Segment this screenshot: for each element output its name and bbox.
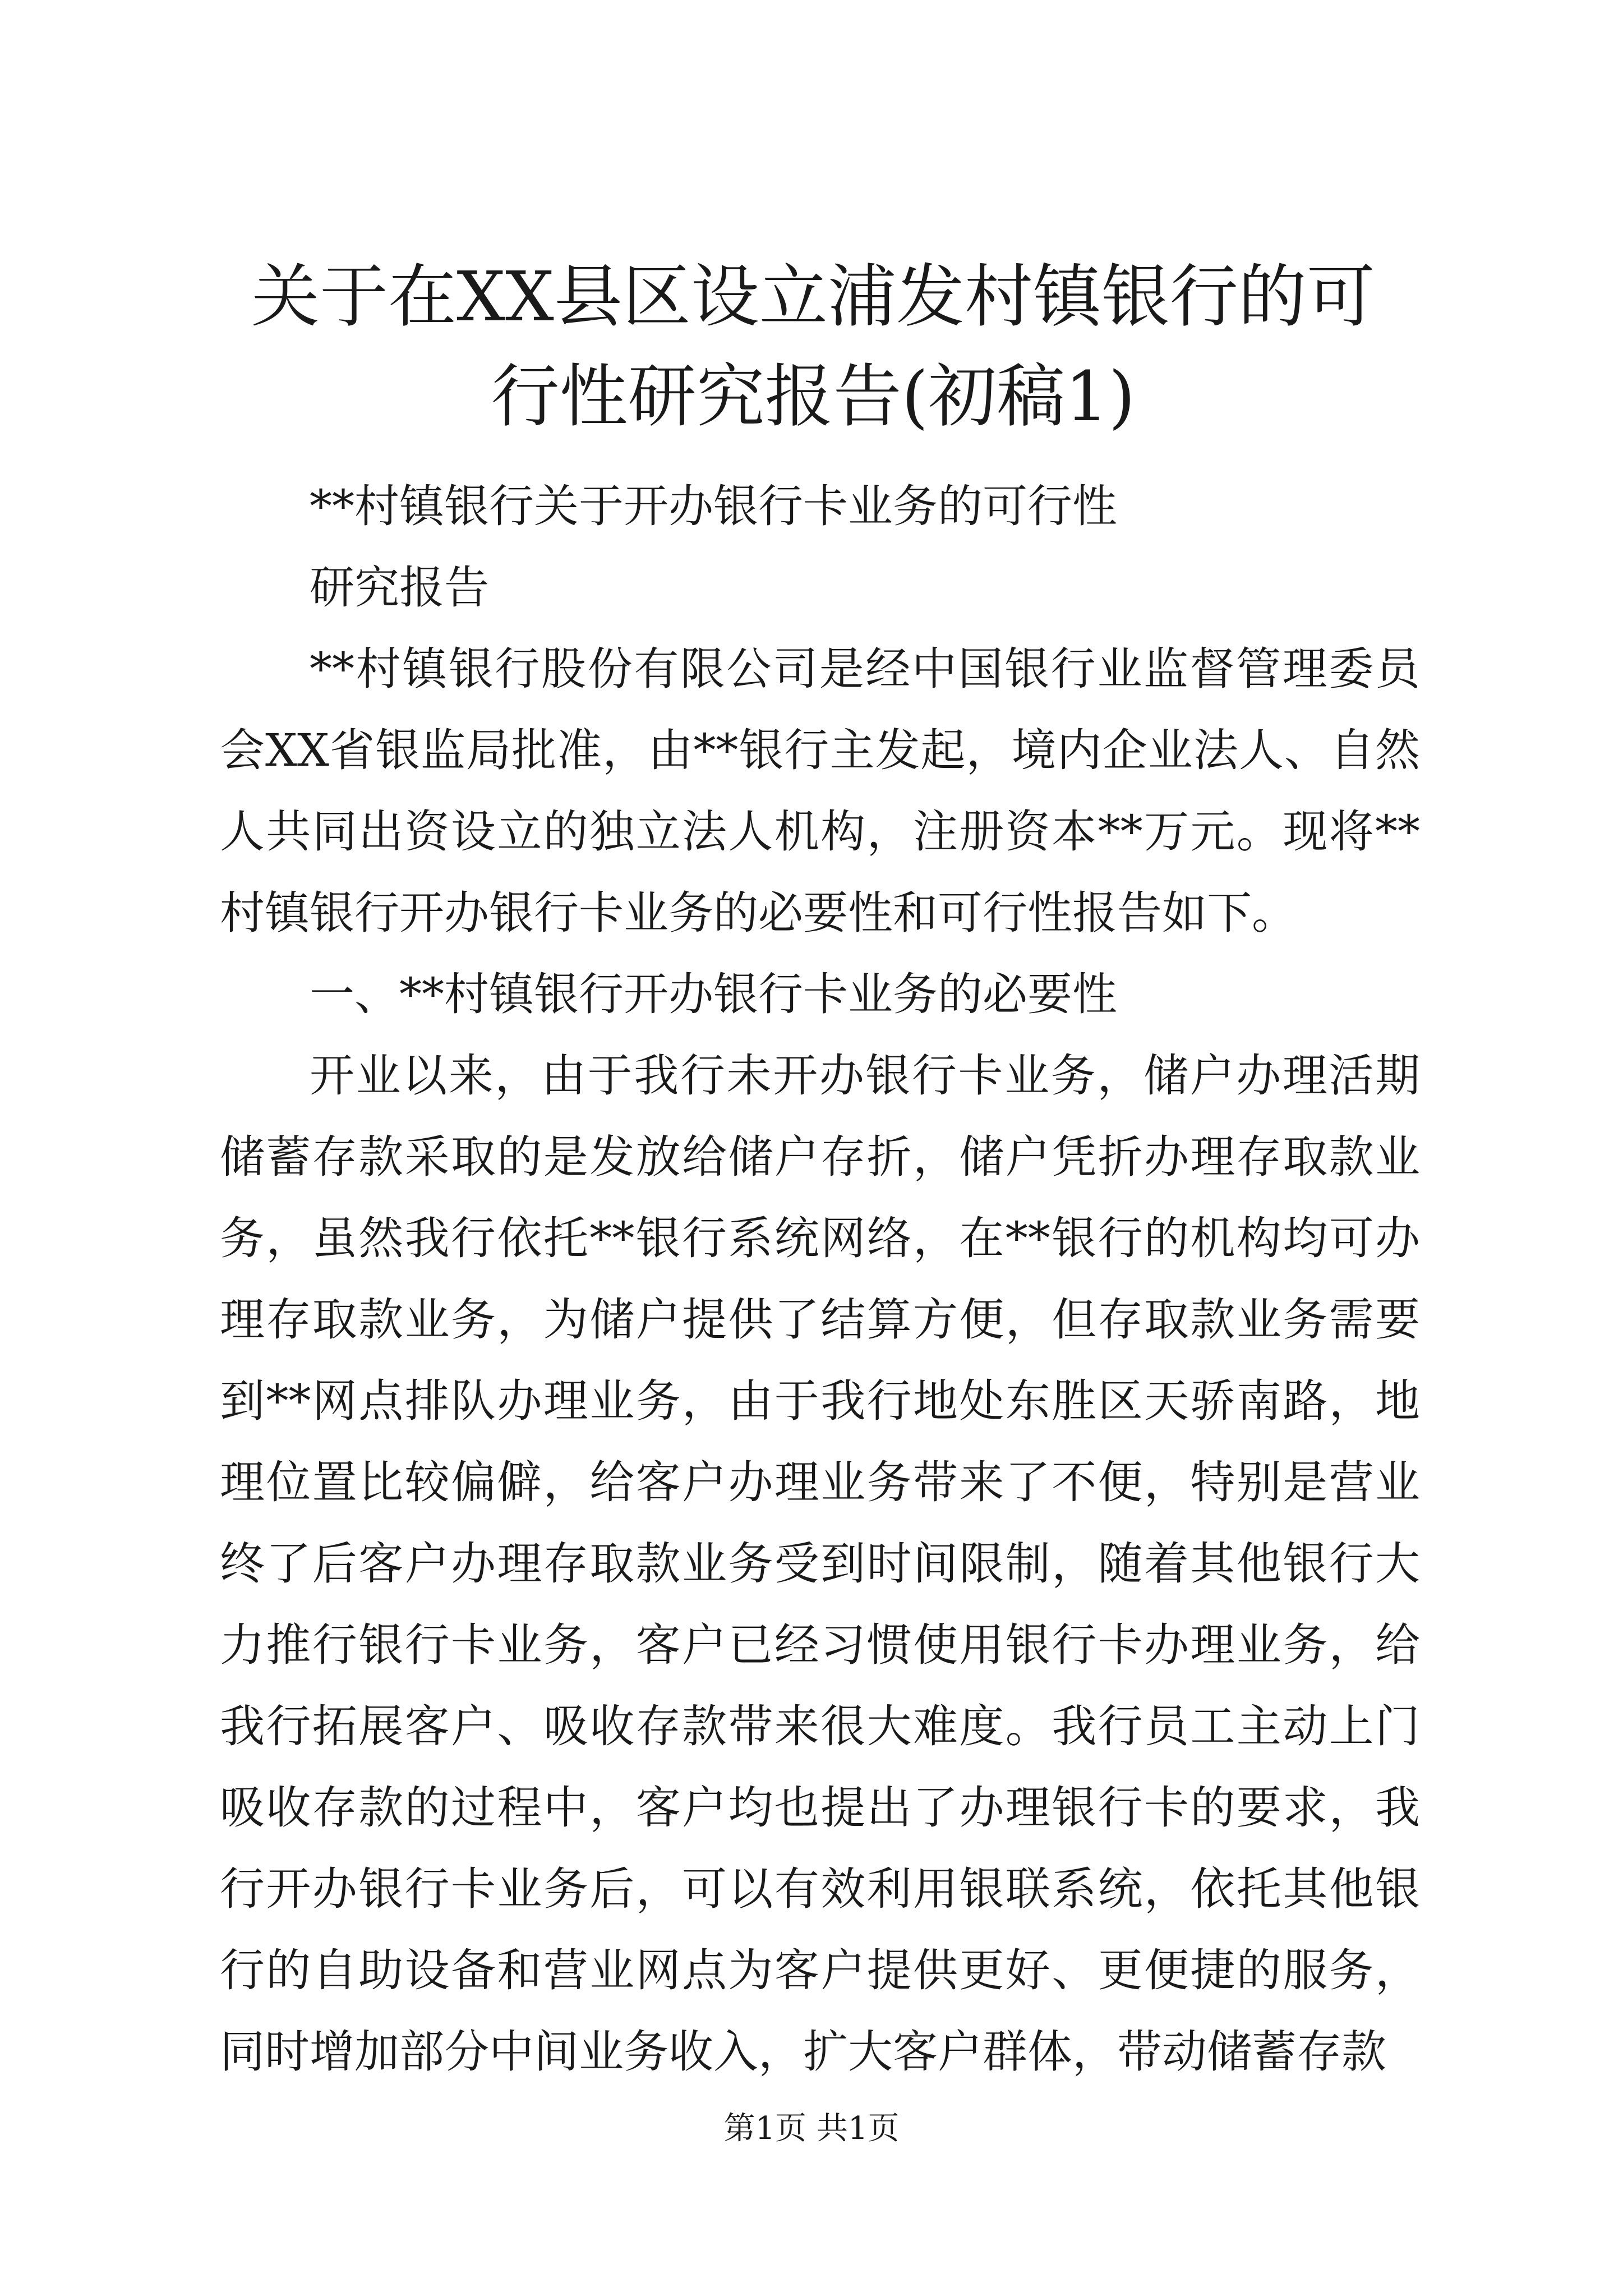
document-body: [220, 466, 1420, 2092]
paragraph-subtitle-line2: 研究报告: [310, 562, 489, 614]
paragraph-necessity: 开业以来，由于我行未开办银行卡业务，储户办理活期储蓄存款采取的是发放给储户存折，储户凭折办理存取款业务，虽然我行依托**银行系统网络，在**银行的机构均可办理存取款业务，为储户提供了结算方便，但存取款业务需要到**网点排队办理业务，由于我行地处东胜区天骄南路，地理位置比较偏僻，给客户办理业务带来了不便，特别是营业终了后客户办理存取款业务受到时间限制，随着其他银行大力推行银行卡业务，客户已经习惯使用银行卡办理业务，给我行拓展客户、吸收存款带来很大难度。我行员工主动上门吸收存款的过程中，客户均也提出了办理银行卡的要求，我行开办银行卡业务后，可以有效利用银联系统，依托其他银行的自助设备和营业网点为客户提供更好、更便捷的服务，同时增加部分中间业务收入，扩大客户群体，带动储蓄存款: [220, 1050, 1420, 2078]
document-title: 关于在XX县区设立浦发村镇银行的可行性研究报告(初稿1): [251, 257, 1375, 436]
section-heading-1: 一、**村镇银行开办银行卡业务的必要性: [310, 968, 1117, 1020]
paragraph-introduction: **村镇银行股份有限公司是经中国银行业监督管理委员会XX省银监局批准，由**银行主发起，境内企业法人、自然人共同出资设立的独立法人机构，注册资本**万元。现将**村镇银行开办银行卡业务的必要性和可行性报告如下。: [220, 643, 1420, 939]
paragraph-subtitle-line1: **村镇银行关于开办银行卡业务的可行性: [310, 480, 1117, 532]
page-footer: 第1页 共1页: [723, 2110, 900, 2147]
